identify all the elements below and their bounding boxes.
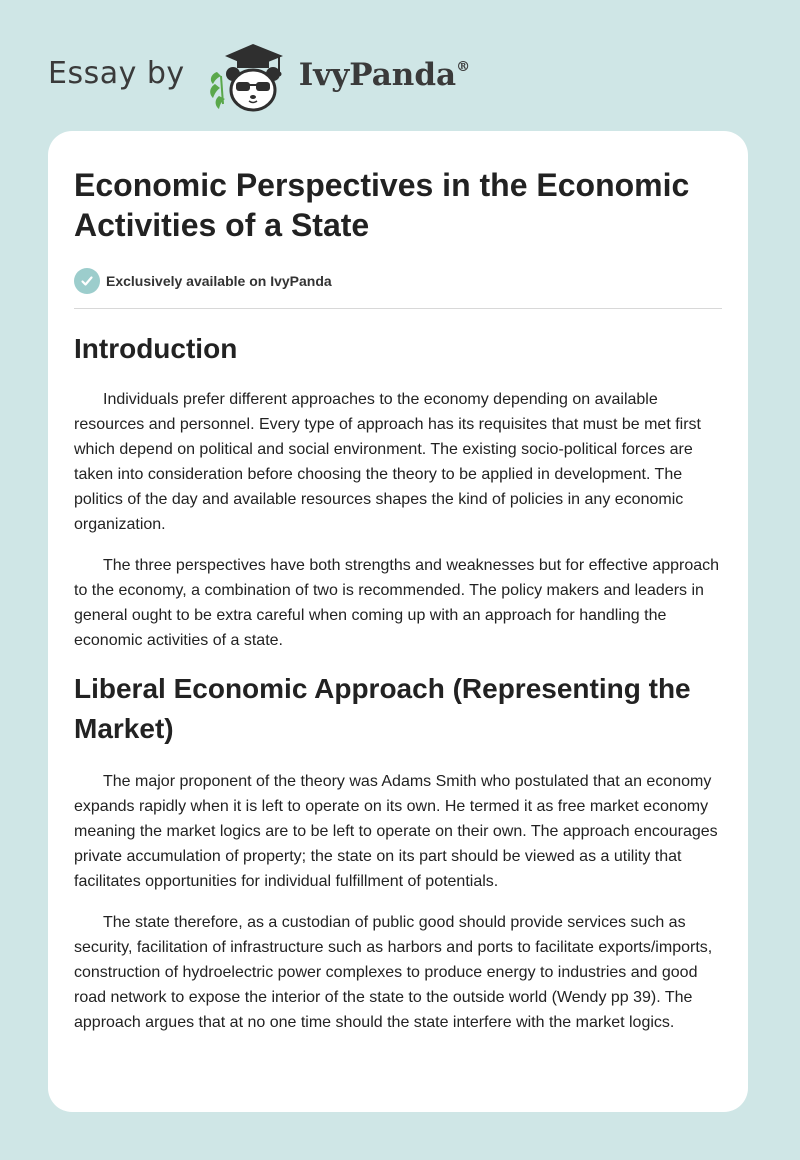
site-header <box>48 36 470 116</box>
essay-by-label: Essay by <box>48 55 185 91</box>
brand-text: IvyPanda <box>298 57 457 93</box>
section-heading-introduction: Introduction <box>74 333 238 364</box>
page-title: Economic Perspectives in the Economic Activities of a State <box>74 167 690 243</box>
section-heading-liberal-economic-approach: Liberal Economic Approach (Representing the Market) <box>74 673 691 744</box>
panda-logo-icon[interactable] <box>203 38 291 114</box>
check-icon <box>74 268 100 294</box>
paragraph: The three perspectives have both strengths and weaknesses but for effective approach to the economy, a combination of two is recommended. The policy makers and leaders in general ought to be extra careful when coming up with an approach for handling the economic activities of a state. <box>74 557 720 649</box>
exclusive-badge <box>74 267 722 295</box>
divider <box>74 308 722 309</box>
registered-mark: ® <box>456 59 471 75</box>
exclusive-label: Exclusively available on IvyPanda <box>106 273 332 289</box>
brand-name[interactable] <box>299 57 470 93</box>
paragraph: The major proponent of the theory was Adams Smith who postulated that an economy expands rapidly when it is left to operate on its own. He termed it as free market economy meaning the market logics are to be left to operate on their own. The approach encourages private accumulation of property; the state on its part should be viewed as a utility that facilitates opportunities for individual fulfillment of potentials. <box>74 773 718 890</box>
essay-card <box>48 131 748 1112</box>
paragraph: The state therefore, as a custodian of public good should provide services such as security, facilitation of infrastructure such as harbors and ports to facilitate exports/imports, construction of hydroelectric power complexes to produce energy to industries and good road network to expose the interior of the state to the outside world (Wendy pp 39). The approach argues that at no one time should the state interfere with the market logics. <box>74 914 713 1031</box>
ivy-leaf-icon <box>210 72 225 109</box>
paragraph: Individuals prefer different approaches to the economy depending on available resources and personnel. Every type of approach has its requisites that must be met first which depend on political and social environment. The existing socio-political forces are taken into consideration before choosing the theory to be applied in development. The politics of the day and available resources shapes the kind of policies in any economic organization. <box>74 391 701 533</box>
